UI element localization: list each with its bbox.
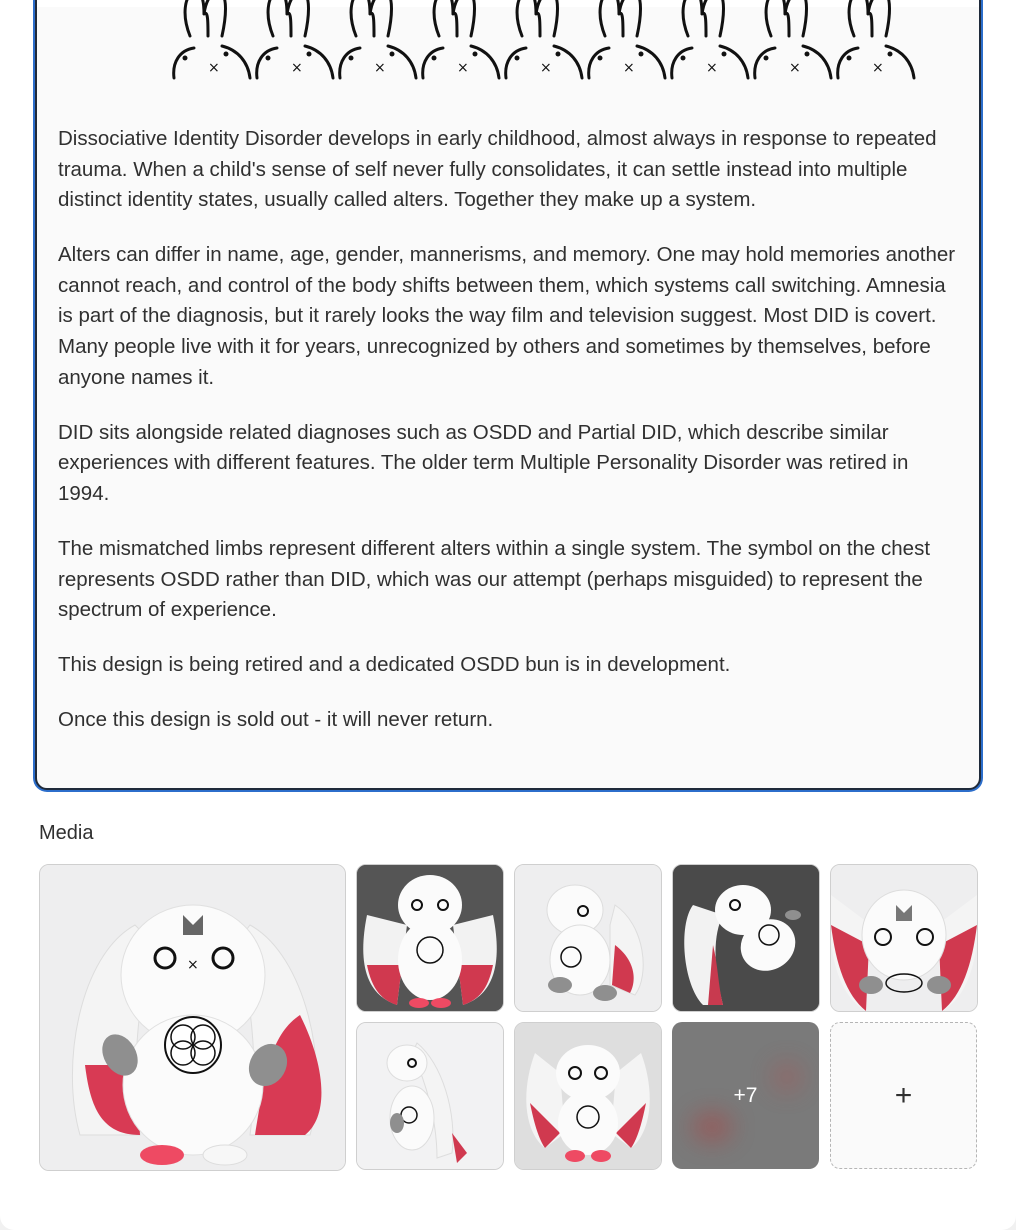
description-paragraph: The mismatched limbs represent different alters within a single system. The symbol on the chest represents OSDD rather than DID, which was our attempt (perhaps misguided) to represent the spectrum of experience. [58, 537, 931, 622]
description-text[interactable] [58, 124, 958, 761]
media-thumbnail[interactable] [830, 864, 978, 1012]
media-section-label: Media [39, 822, 94, 844]
bunny-icon [504, 0, 587, 80]
plus-icon: + [894, 1078, 913, 1112]
plush-bunny-image [515, 1023, 661, 1169]
media-thumbnail[interactable] [514, 1022, 662, 1170]
more-media-count: +7 [733, 1083, 758, 1107]
more-media-button[interactable] [672, 1022, 819, 1169]
svg-text:×: × [208, 60, 220, 76]
bunny-icon [255, 0, 338, 80]
svg-text:×: × [623, 60, 635, 76]
plush-bunny-image [40, 865, 345, 1170]
svg-text:×: × [872, 60, 884, 76]
add-media-button[interactable] [830, 1022, 977, 1169]
description-paragraph: This design is being retired and a dedicated OSDD bun is in development. [58, 653, 731, 677]
svg-text:×: × [540, 60, 552, 76]
svg-text:×: × [457, 60, 469, 76]
description-paragraph: Alters can differ in name, age, gender, mannerisms, and memory. One may hold memories another cannot reach, and control of the body shifts between them, which systems call switching. Amnesia is part of the diagnosis, but it rarely looks the way film and television suggest. Most DID is covert. Many people live with it for years, unrecognized by others and sometimes by themselves, before anyone names it. [58, 243, 956, 389]
plush-bunny-image [831, 865, 977, 1011]
blurred-preview [772, 1062, 802, 1092]
media-thumbnail[interactable] [672, 864, 820, 1012]
blurred-preview [692, 1112, 732, 1142]
svg-text:×: × [291, 60, 303, 76]
description-paragraph: DID sits alongside related diagnoses such as OSDD and Partial DID, which describe similar experiences with different features. The older term Multiple Personality Disorder was retired in 1994. [58, 420, 909, 505]
plush-bunny-image [357, 1023, 503, 1169]
plush-bunny-image [357, 865, 503, 1011]
bunny-icon [587, 0, 670, 80]
media-thumbnail[interactable] [356, 1022, 504, 1170]
media-main-image[interactable] [39, 864, 346, 1171]
svg-text:×: × [187, 957, 199, 973]
bunny-icon [836, 0, 919, 80]
bunny-icon [172, 0, 255, 80]
media-thumbnail[interactable] [356, 864, 504, 1012]
svg-text:×: × [374, 60, 386, 76]
bunny-icon [753, 0, 836, 80]
plush-bunny-image [673, 865, 819, 1011]
svg-text:×: × [789, 60, 801, 76]
svg-text:×: × [706, 60, 718, 76]
description-paragraph: Dissociative Identity Disorder develops in early childhood, almost always in response to repeated trauma. When a child's sense of self never fully consolidates, it can settle instead into multiple distinct identity states, usually called alters. Together they make up a system. [58, 127, 937, 212]
bunny-icon [670, 0, 753, 80]
description-paragraph: Once this design is sold out - it will never return. [58, 708, 494, 732]
bunny-divider-image [172, 0, 922, 80]
plush-bunny-image [515, 865, 661, 1011]
media-thumbnail[interactable] [514, 864, 662, 1012]
bunny-icon [421, 0, 504, 80]
bunny-icon [338, 0, 421, 80]
